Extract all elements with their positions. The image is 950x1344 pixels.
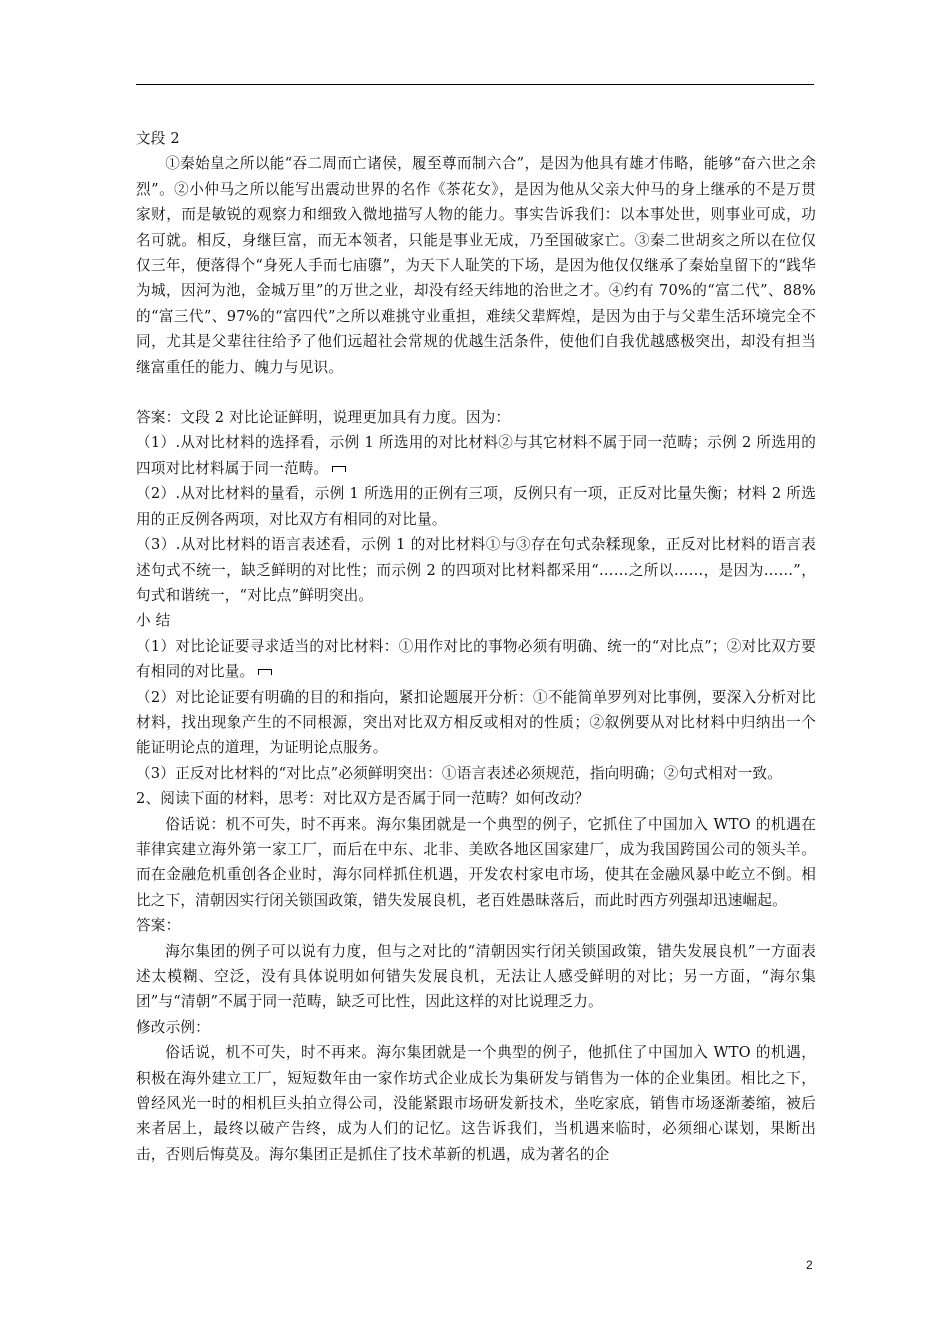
summary-point-1-text: （1）对比论证要寻求适当的对比材料：①用作对比的事物必须有明确、统一的“对比点”；②对比双方要有相同的对比量。	[136, 637, 816, 681]
page-content	[136, 126, 816, 1167]
summary-point-1	[136, 634, 816, 685]
answer-1-point-1-text: （1）.从对比材料的选择看，示例 1 所选用的对比材料②与其它材料不属于同一范畴；示例 2 所选用的四项对比材料属于同一范畴。	[136, 434, 816, 477]
section-heading: 文段 2	[136, 130, 180, 147]
answer-2-text: 海尔集团的例子可以说有力度，但与之对比的“清朝因实行闭关锁国政策，错失发展良机”一方面表述太模糊、空泛，没有具体说明如何错失发展良机，无法让人感受鲜明的对比；另一方面，“海尔集团”与“清朝”不属于同一范畴，缺乏可比性，因此这样的对比说理乏力。	[136, 942, 816, 1011]
question-2-material: 俗话说：机不可失，时不再来。海尔集团就是一个典型的例子，它抓住了中国加入 WTO 的机遇在菲律宾建立海外第一家工厂，而后在中东、北非、美欧各地区国家建厂，成为我国跨国公司的领头羊。而在金融危机重创各企业时，海尔同样抓住机遇，开发农村家电市场，使其在金融风暴中屹立不倒。相比之下，清朝因实行闭关锁国政策，错失发展良机，老百姓愚昧落后，而此时西方列强却迅速崛起。	[136, 815, 816, 909]
summary-point-3: （3）正反对比材料的“对比点”必须鲜明突出：①语言表述必须规范，指向明确；②句式相对一致。	[136, 764, 783, 782]
edit-mark-icon	[332, 466, 346, 472]
header-rule	[136, 84, 814, 85]
revision-label: 修改示例：	[136, 1018, 210, 1036]
answer-1-point-2: （2）.从对比材料的量看，示例 1 所选用的正例有三项，反例只有一项，正反对比量失衡；材料 2 所选用的正反例各两项，对比双方有相同的对比量。	[136, 485, 816, 528]
summary-title: 小 结	[136, 612, 171, 630]
answer-1-point-3: （3）.从对比材料的语言表述看，示例 1 的对比材料①与③存在句式杂糅现象，正反对比材料的语言表述句式不统一，缺乏鲜明的对比性；而示例 2 的四项对比材料都采用“……之所以……，是因为……”，句式和谐统一，“对比点”鲜明突出。	[136, 536, 816, 604]
answer-1-point-1	[136, 430, 816, 481]
paragraph-gap	[136, 380, 816, 405]
answer-1-intro: 答案：文段 2 对比论证鲜明，说理更加具有力度。因为：	[136, 409, 511, 427]
passage-2: ①秦始皇之所以能“吞二周而亡诸侯，履至尊而制六合”，是因为他具有雄才伟略，能够“奋六世之余烈”。②小仲马之所以能写出震动世界的名作《茶花女》，是因为他从父亲大仲马的身上继承的不是万贯家财，而是敏锐的观察力和细致入微地描写人物的能力。事实告诉我们：以本事处世，则事业可成，功名可就。相反，身继巨富，而无本领者，只能是事业无成，乃至国破家亡。③秦二世胡亥之所以在位仅仅三年，便落得个“身死人手而七庙隳”，为天下人耻笑的下场，是因为他仅仅继承了秦始皇留下的“践华为城，因河为池，金城万里”的万世之业，却没有经天纬地的治世之才。④约有 70%的“富二代”、88%的“富三代”、97%的“富四代”之所以难挑守业重担，难续父辈辉煌，是因为由于与父辈生活环境完全不同，尤其是父辈往往给予了他们远超社会常规的优越生活条件，使他们自我优越感极突出，却没有担当继富重任的能力、魄力与见识。	[136, 155, 816, 376]
question-2: 2、阅读下面的材料，思考：对比双方是否属于同一范畴？如何改动？	[136, 790, 590, 808]
summary-point-2: （2）对比论证要有明确的目的和指向，紧扣论题展开分析：①不能简单罗列对比事例，要深入分析对比材料，找出现象产生的不同根源，突出对比双方相反或相对的性质；②叙例要从对比材料中归纳出一个能证明论点的道理，为证明论点服务。	[136, 688, 816, 757]
edit-mark-icon	[258, 669, 272, 675]
answer-2-label: 答案：	[136, 917, 181, 935]
revision-text: 俗话说，机不可失，时不再来。海尔集团就是一个典型的例子，他抓住了中国加入 WTO 的机遇，积极在海外建立工厂，短短数年由一家作坊式企业成长为集研发与销售为一体的企业集团。相比之下，曾经风光一时的相机巨头拍立得公司，没能紧跟市场研发新技术，坐吃家底，销售市场逐渐萎缩，被后来者居上，最终以破产告终，成为人们的记忆。这告诉我们，当机遇来临时，必须细心谋划，果断出击，否则后悔莫及。海尔集团正是抓住了技术革新的机遇，成为著名的企	[136, 1044, 816, 1163]
page-number: 2	[806, 1258, 813, 1272]
